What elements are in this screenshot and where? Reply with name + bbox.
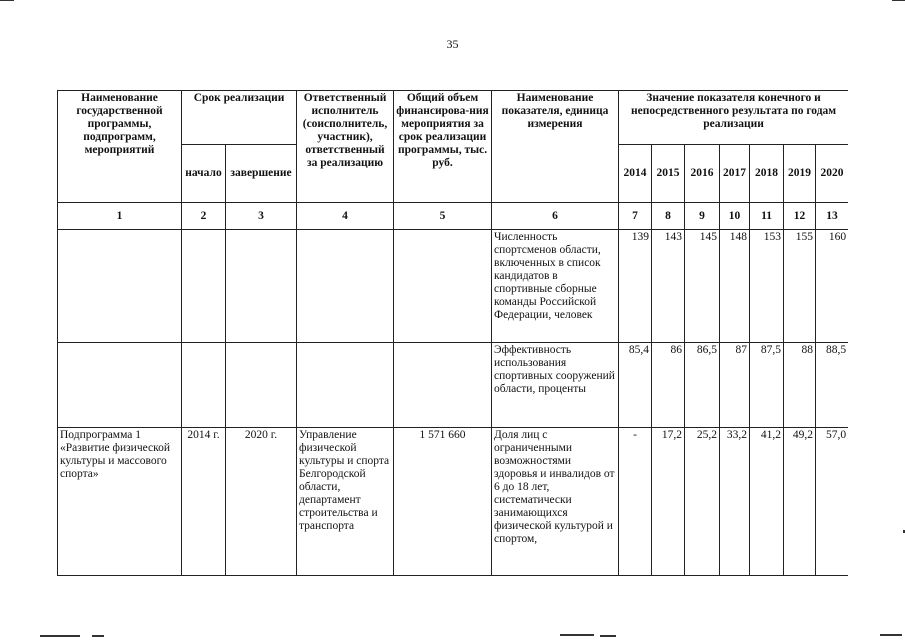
scan-mark [40,635,80,637]
cell-value: 41,2 [750,428,784,576]
cell-value: 145 [685,230,720,343]
scan-mark [880,634,902,636]
column-number: 9 [685,203,720,230]
cell-indicator: Эффективность использования спортивных сооружений области, проценты [492,343,619,428]
cell-program-name: Подпрограмма 1 «Развитие физической культуры и массового спорта» [58,428,182,576]
indicator-table-wrapper [57,90,848,578]
scan-mark [92,635,104,637]
table-row [58,343,849,428]
cell-program-name [58,343,182,428]
header-row-1 [58,91,849,145]
header-start: начало [182,145,226,203]
column-number: 8 [652,203,685,230]
cell-value: 33,2 [720,428,750,576]
cell-indicator: Численность спортсменов области, включенных в список кандидатов в спортивные сборные команды Российской Федерации, человек [492,230,619,343]
cell-value: - [619,428,652,576]
header-year: 2020 [816,145,848,203]
column-number: 12 [784,203,816,230]
table-row [58,230,849,343]
cell-budget [394,230,492,343]
cell-value: 85,4 [619,343,652,428]
cell-value: 25,2 [685,428,720,576]
cell-value: 160 [816,230,848,343]
cell-executor [297,230,394,343]
column-number: 5 [394,203,492,230]
column-number: 3 [226,203,297,230]
cell-executor: Управление физической культуры и спорта Белгородской области, департамент строительства и транспорта [297,428,394,576]
cell-start [182,230,226,343]
cell-value: 139 [619,230,652,343]
header-period: Срок реализации [182,91,297,145]
cell-start [182,343,226,428]
header-year: 2017 [720,145,750,203]
cell-value: 86,5 [685,343,720,428]
cell-value: 153 [750,230,784,343]
cell-value: 148 [720,230,750,343]
column-number-row [58,203,849,230]
column-number: 2 [182,203,226,230]
cell-start: 2014 г. [182,428,226,576]
cell-end [226,343,297,428]
header-year: 2019 [784,145,816,203]
column-number: 13 [816,203,848,230]
column-number: 4 [297,203,394,230]
header-year: 2015 [652,145,685,203]
cell-value: 87 [720,343,750,428]
page-number: 35 [446,37,459,51]
header-values: Значение показателя конечного и непосредственного результата по годам реализации [619,91,848,145]
cell-value: 88,5 [816,343,848,428]
column-number: 7 [619,203,652,230]
column-number: 6 [492,203,619,230]
indicator-table [57,90,848,576]
cell-value: 155 [784,230,816,343]
cell-value: 49,2 [784,428,816,576]
header-program-name: Наименование государственной программы, подпрограмм, мероприятий [58,91,182,203]
header-year: 2016 [685,145,720,203]
header-executor: Ответственный исполнитель (соисполнитель, участник), ответственный за реализацию [297,91,394,203]
cell-value: 143 [652,230,685,343]
header-end: завершение [226,145,297,203]
cell-budget: 1 571 660 [394,428,492,576]
scan-mark [892,0,905,1]
cell-end [226,230,297,343]
table-row [58,428,849,576]
column-number: 1 [58,203,182,230]
header-year: 2018 [750,145,784,203]
cell-budget [394,343,492,428]
cell-value: 57,0 [816,428,848,576]
header-budget: Общий объем финансирова-ния мероприятия за срок реализации программы, тыс. руб. [394,91,492,203]
cell-value: 17,2 [652,428,685,576]
cell-executor [297,343,394,428]
column-number: 11 [750,203,784,230]
cell-value: 87,5 [750,343,784,428]
header-year: 2014 [619,145,652,203]
column-number: 10 [720,203,750,230]
header-indicator: Наименование показателя, единица измерения [492,91,619,203]
scan-mark [600,635,616,637]
cell-program-name [58,230,182,343]
cell-end: 2020 г. [226,428,297,576]
scan-mark [560,634,594,636]
scan-mark [0,0,14,1]
cell-value: 86 [652,343,685,428]
cell-value: 88 [784,343,816,428]
cell-indicator: Доля лиц с ограниченными возможностями здоровья и инвалидов от 6 до 18 лет, систематически занимающихся физической культурой и спортом, [492,428,619,576]
